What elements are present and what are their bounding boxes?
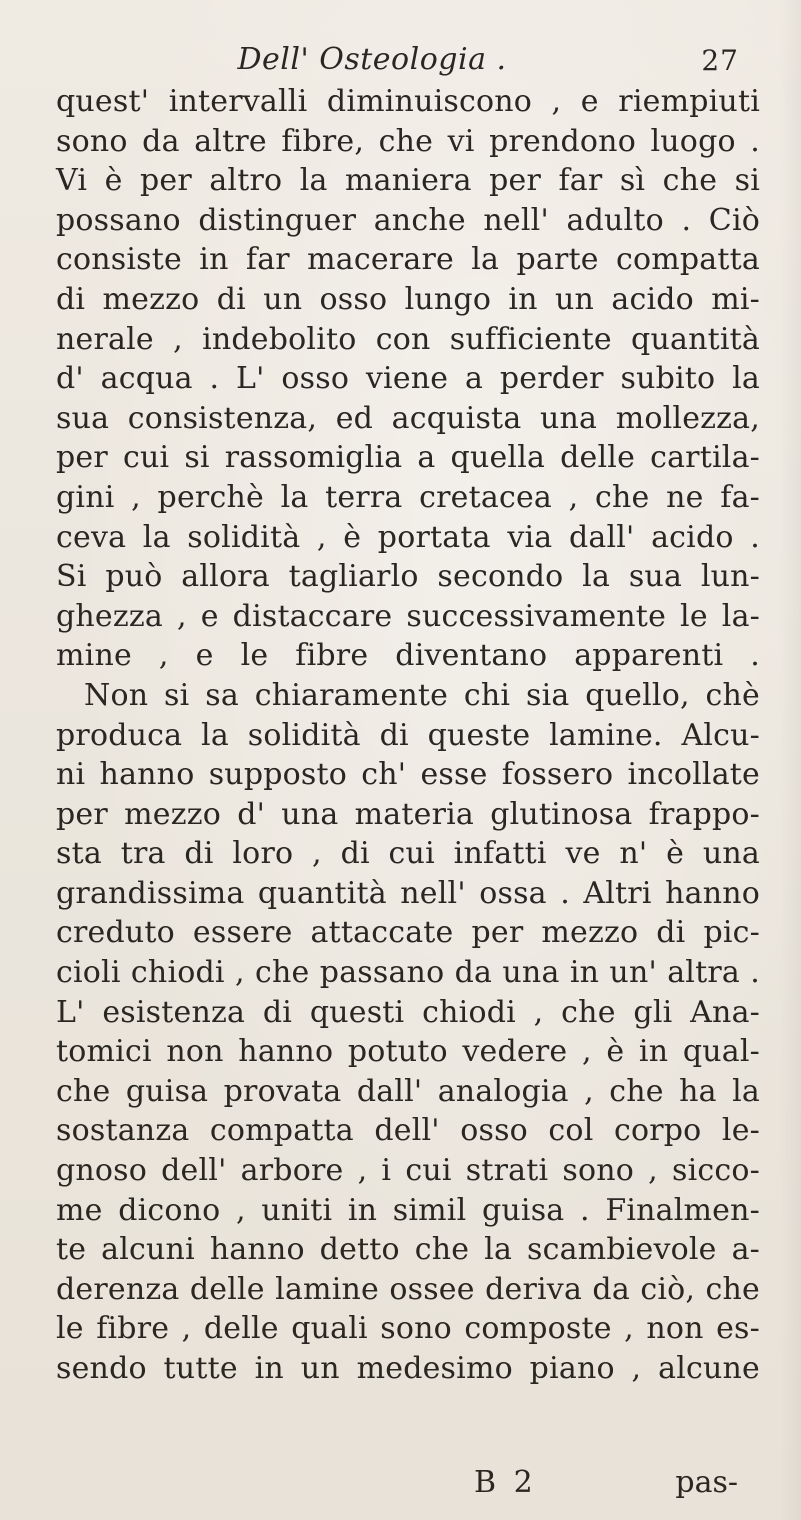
page-number: 27 (701, 44, 739, 77)
page-edge-shade (779, 0, 801, 1520)
text-line: sua consistenza, ed acquista una mollezza, (56, 400, 760, 436)
text-line: cioli chiodi , che passano da una in un' altra . (56, 955, 760, 991)
text-line: ni hanno supposto ch' esse fossero incollate (56, 757, 760, 793)
text-line: produca la solidità di queste lamine. Alcu- (56, 717, 760, 753)
text-line: tomici non hanno potuto vedere , è in qual- (56, 1034, 760, 1070)
text-line: gini , perchè la terra cretacea , che ne fa- (56, 479, 760, 515)
text-line: consiste in far macerare la parte compatta (56, 242, 760, 278)
text-line: sono da altre fibre, che vi prendono luogo . (56, 123, 760, 159)
text-line: nerale , indebolito con sufficiente quantità (56, 321, 760, 357)
text-line: me dicono , uniti in simil guisa . Finalmen- (56, 1192, 760, 1228)
text-line: L' esistenza di questi chiodi , che gli Ana- (56, 994, 760, 1030)
text-line: grandissima quantità nell' ossa . Altri hanno (56, 875, 760, 911)
body-text (56, 82, 760, 1389)
text-line: ghezza , e distaccare successivamente le la- (56, 598, 760, 634)
text-line: Non si sa chiaramente chi sia quello, chè (84, 677, 760, 713)
text-line: per cui si rassomiglia a quella delle cartila- (56, 440, 760, 476)
text-line: sostanza compatta dell' osso col corpo le- (56, 1113, 760, 1149)
page-footer (0, 1465, 801, 1505)
text-line: che guisa provata dall' analogia , che ha la (56, 1073, 760, 1109)
text-line: derenza delle lamine ossee deriva da ciò, che (56, 1271, 760, 1307)
text-line: creduto essere attaccate per mezzo di pic- (56, 915, 760, 951)
text-line: sendo tutte in un medesimo piano , alcune (56, 1351, 760, 1386)
text-line: te alcuni hanno detto che la scambievole a- (56, 1232, 760, 1268)
text-line: gnoso dell' arbore , i cui strati sono , sicco- (56, 1153, 760, 1189)
text-line: possano distinguer anche nell' adulto . Ciò (56, 202, 760, 238)
text-line: Si può allora tagliarlo secondo la sua lun- (56, 559, 760, 595)
text-line: d' acqua . L' osso viene a perder subito la (56, 361, 760, 397)
page-header (0, 24, 801, 84)
running-head: Dell' Osteologia . (237, 42, 507, 77)
text-line: mine , e le fibre diventano apparenti . (56, 638, 760, 674)
text-line: ceva la solidità , è portata via dall' acido . (56, 519, 760, 555)
text-line: le fibre , delle quali sono composte , non es- (56, 1311, 760, 1347)
text-line: sta tra di loro , di cui infatti ve n' è una (56, 836, 760, 872)
text-line: quest' intervalli diminuiscono , e riempiuti (56, 84, 760, 119)
catchword: pas- (675, 1465, 738, 1500)
text-line: per mezzo d' una materia glutinosa frappo- (56, 796, 760, 832)
signature-mark: B 2 (474, 1465, 537, 1500)
text-line: di mezzo di un osso lungo in un acido mi- (56, 281, 760, 317)
text-line: Vi è per altro la maniera per far sì che si (56, 163, 760, 199)
